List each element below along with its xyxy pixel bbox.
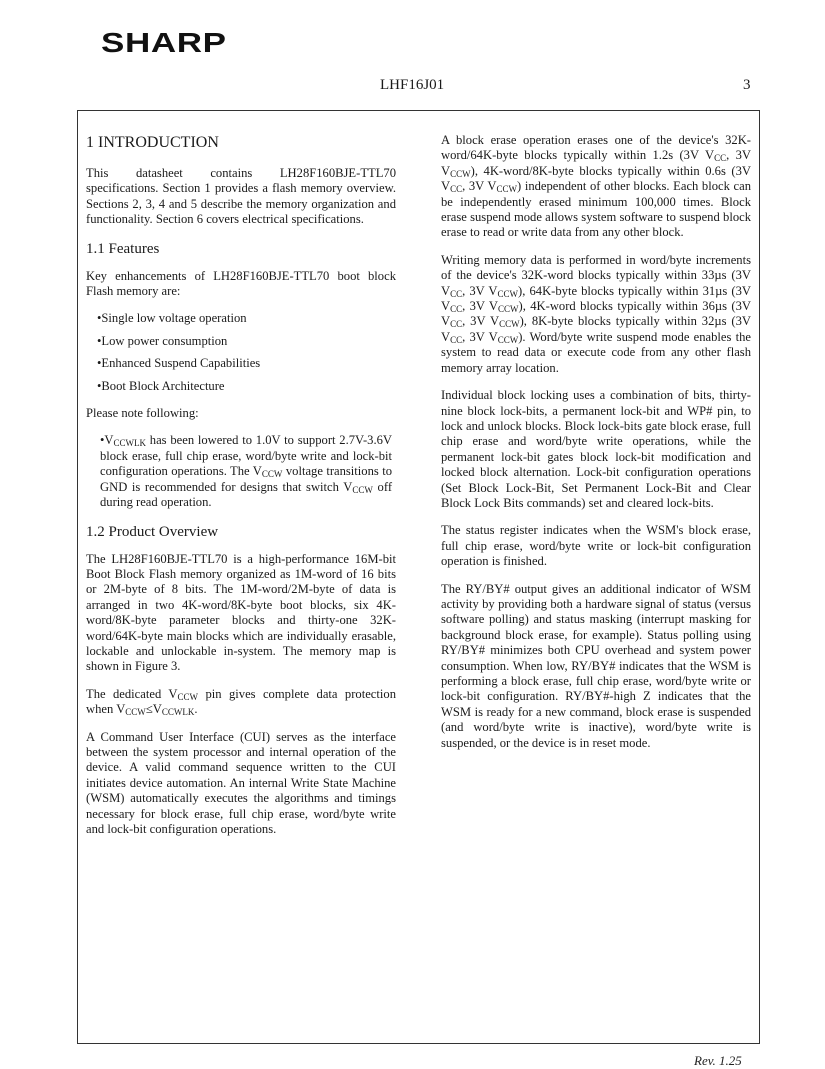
feature-list bbox=[86, 311, 396, 394]
status-register-paragraph: The status register indicates when the WSM's block erase, full chip erase, word/byte write or lock-bit configuration operation is finished. bbox=[441, 523, 751, 569]
note-label: Please note following: bbox=[86, 406, 199, 421]
subsection-heading-product-overview: 1.2 Product Overview bbox=[86, 523, 219, 540]
block-locking-paragraph: Individual block locking uses a combination of bits, thirty-nine block lock-bits, a permanent lock-bit and WP# pin, to lock and unlock blocks. Block lock-bits gate block erase, full chip erase and word/byte write operations, while the permanent lock-bit gates block lock-bit modification and locked block alternation. Lock-bit configuration operations (Set Block Lock-Bit, Set Permanent Lock-Bit and Clear Block Lock Bits commands) set and cleared lock-bits. bbox=[441, 388, 751, 510]
revision-label: Rev. 1.25 bbox=[694, 1053, 742, 1068]
subsection-heading-features: 1.1 Features bbox=[86, 240, 160, 257]
document-id: LHF16J01 bbox=[380, 77, 445, 93]
vccwlk-note: $•V_{CCWLK}$ has been lowered to 1.0V to support 2.7V-3.6V block erase, full chip erase, word/byte write and lock-bit configuration operations. The $V_{CCW}$ voltage transitions to GND is recommended for designs that switch $V_{CCW}$ off during read operation. bbox=[100, 433, 393, 510]
section-heading-introduction: 1 INTRODUCTION bbox=[86, 134, 219, 151]
feature-item: •Boot Block Architecture bbox=[97, 378, 225, 393]
cui-paragraph: A Command User Interface (CUI) serves as the interface between the system processor and internal operation of the device. A valid command sequence written to the CUI initiates device automation. An internal Write State Machine (WSM) automatically executes the algorithms and timings necessary for block erase, full chip erase, word/byte write and lock-bit configuration operations. bbox=[86, 729, 396, 836]
left-column bbox=[86, 133, 396, 849]
intro-paragraph: This datasheet contains LH28F160BJE-TTL70 specifications. Section 1 provides a flash memory overview. Sections 2, 3, 4 and 5 describe the memory organization and functionality. Section 6 covers electrical specifications. bbox=[86, 166, 396, 227]
feature-item: •Enhanced Suspend Capabilities bbox=[97, 356, 261, 371]
features-intro-paragraph: Key enhancements of LH28F160BJE-TTL70 boot block Flash memory are: bbox=[86, 268, 396, 299]
feature-item: •Low power consumption bbox=[97, 333, 228, 348]
feature-item: •Single low voltage operation bbox=[97, 311, 247, 326]
vccw-protection-paragraph: The dedicated $V_{CCW}$ pin gives complete data protection when $V_{CCW}\le V_{CCWLK}$. bbox=[86, 686, 396, 718]
overview-paragraph: The LH28F160BJE-TTL70 is a high-performance 16M-bit Boot Block Flash memory organized as 1M-word of 16 bits or 2M-byte of 8 bits. The 1M-word/2M-byte of data is arranged in two 4K-word/8K-byte boot blocks, six 4K-word/8K-byte parameter blocks and thirty-one 32K-word/64K-byte main blocks which are individually erasable, lockable and unlockable in-system. The memory map is shown in Figure 3. bbox=[86, 551, 396, 674]
right-column bbox=[441, 133, 751, 763]
write-paragraph: Writing memory data is performed in word/byte increments of the device's 32K-word blocks typically within 33µs (3V $V_{CC}$, 3V $V_{CCW}$), 64K-byte blocks typically within 31µs (3V $V_{CC}$, 3V $V_{CCW}$), 4K-word blocks typically within 36µs (3V $V_{CC}$, 3V $V_{CCW}$), 8K-byte blocks typically within 32µs (3V $V_{CC}$, 3V $V_{CCW}$). Word/byte write suspend mode enables the system to read data or execute code from any other flash memory array location. bbox=[441, 252, 752, 375]
block-erase-paragraph: A block erase operation erases one of the device's 32K-word/64K-byte blocks typically within 1.2s (3V $V_{CC}$, 3V $V_{CCW}$), 4K-word/8K-byte blocks typically within 0.6s (3V $V_{CC}$, 3V $V_{CCW}$) independent of other blocks. Each block can be independently erased minimum 100,000 times. Block erase suspend mode allows system software to suspend block erase to read or write data from any other block. bbox=[441, 133, 751, 240]
sharp-logo: SHARP bbox=[101, 27, 227, 58]
ry-by-paragraph: The RY/BY# output gives an additional indicator of WSM activity by providing both a hardware signal of status (versus software polling) and status masking (interrupt masking for background block erase, for example). Status polling using RY/BY# minimizes both CPU overhead and system power consumption. When low, RY/BY# indicates that the WSM is performing a block erase, full chip erase, word/byte write or lock-bit configuration. RY/BY#-high Z indicates that the WSM is ready for a new command, block erase is suspended (and word/byte write is inactive), word/byte write is suspended, or the device is in reset mode. bbox=[441, 581, 751, 750]
page-number: 3 bbox=[743, 77, 751, 93]
